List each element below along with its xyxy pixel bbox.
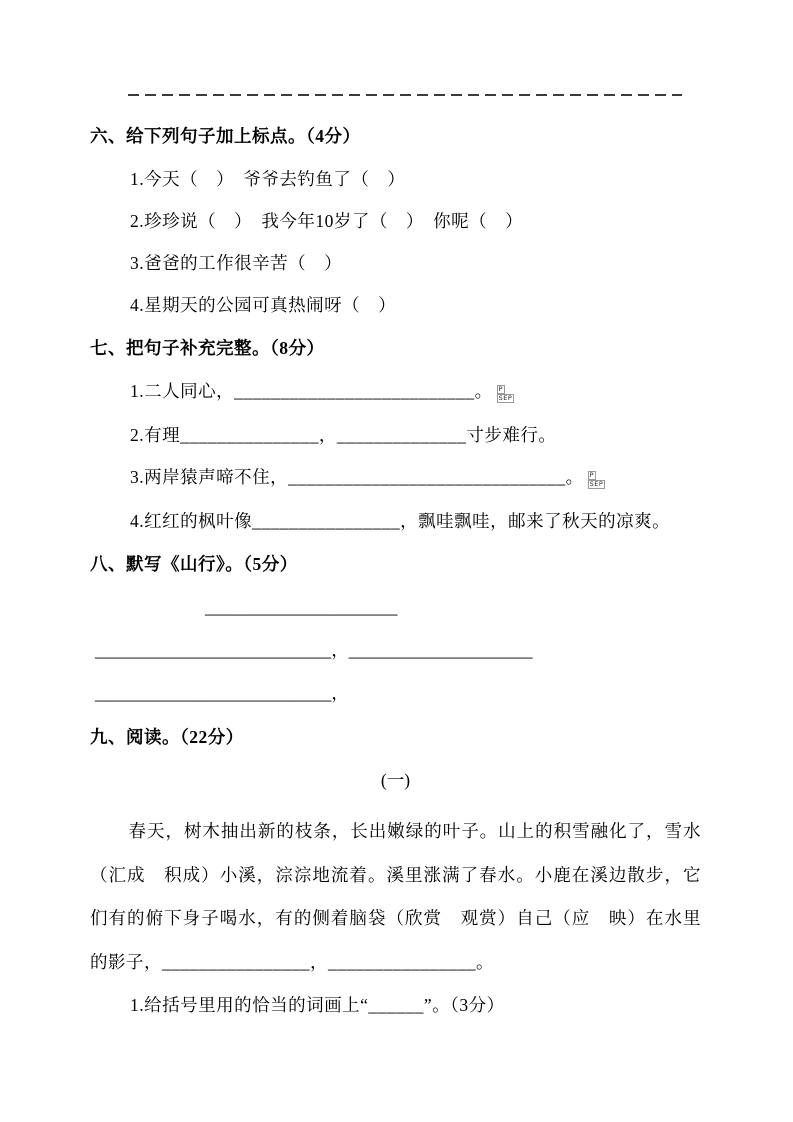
sentence-completion-2: 2.有理_______________，______________寸步难行。 — [130, 425, 557, 445]
sentence-completion-1-text: 1.二人同心，__________________________。 — [130, 381, 493, 401]
reading-passage: 春天，树木抽出新的枝条，长出嫩绿的叶子。山上的积雪融化了，雪水（汇成 积成）小溪，淙淙地流着。溪里涨满了春水。小鹿在溪边散步，它们有的俯下身子喝水，有的侧着脑袋（欣赏 观赏）自己（应 映）在水里的影子，________________，________________。 — [90, 821, 701, 972]
section-six — [90, 126, 701, 315]
punctuation-question-3: 3.爸爸的工作很辛苦（ ） — [130, 253, 343, 273]
sentence-completion-3 — [130, 468, 701, 489]
page-sep-artifact-icon: P SEP — [589, 471, 604, 488]
page-sep-artifact-icon: P SEP — [498, 385, 513, 402]
reading-question-1: 1.给括号里用的恰当的词画上“______”。（3分） — [130, 995, 505, 1015]
section-seven — [90, 338, 701, 531]
section-six-heading: 六、给下列句子加上标点。（4分） — [90, 126, 361, 146]
poem-blank-line-1: ______________________ — [205, 597, 398, 617]
passage-subtitle: (一) — [380, 770, 411, 790]
section-nine-heading: 九、阅读。（22分） — [90, 727, 244, 747]
dashed-separator — [128, 94, 682, 96]
punctuation-question-2: 2.珍珍说（ ） 我今年10岁了（ ） 你呢（ ） — [130, 211, 524, 231]
sentence-completion-1 — [130, 382, 701, 403]
poem-blank-line-3: ___________________________， — [95, 683, 349, 703]
sentence-completion-4: 4.红红的枫叶像________________，飘哇飘哇，邮来了秋天的凉爽。 — [130, 511, 671, 531]
section-seven-heading: 七、把句子补充完整。（8分） — [90, 338, 325, 358]
section-eight — [90, 554, 701, 703]
section-nine — [90, 727, 701, 1015]
punctuation-question-4: 4.星期天的公园可真热闹呀（ ） — [130, 295, 397, 315]
punctuation-question-1: 1.今天（ ） 爷爷去钓鱼了（ ） — [130, 169, 406, 189]
sentence-completion-3-text: 3.两岸猿声啼不住，______________________________。 — [130, 467, 584, 487]
poem-blank-line-2: ___________________________，_____________________ — [95, 640, 533, 660]
section-eight-heading: 八、默写《山行》。（5分） — [90, 554, 298, 574]
